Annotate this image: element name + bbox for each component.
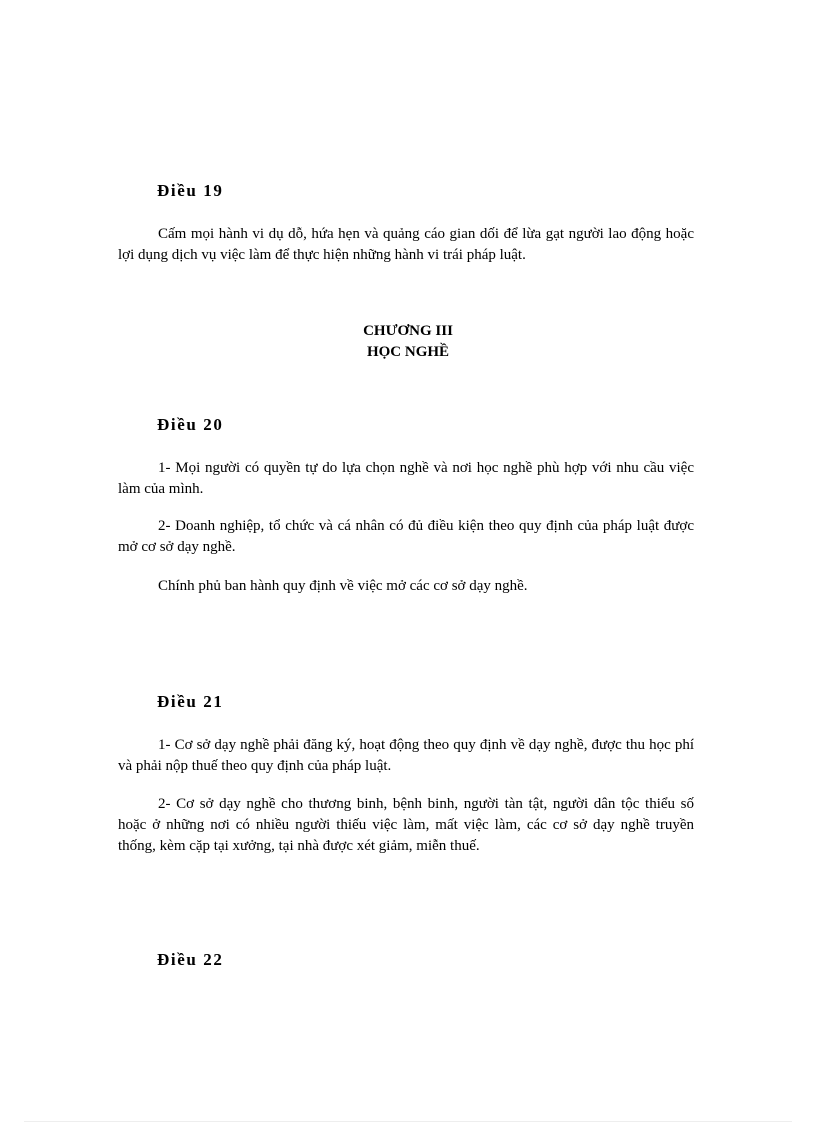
chapter-number: CHƯƠNG III bbox=[363, 323, 453, 339]
page-bottom-edge bbox=[24, 1121, 792, 1122]
article-20-heading: Điều 20 bbox=[157, 415, 224, 434]
article-20-paragraph-1: 1- Mọi người có quyền tự do lựa chọn nghề và nơi học nghề phù hợp với nhu cầu việc làm của mình. bbox=[118, 460, 694, 497]
article-20-paragraph-2: 2- Doanh nghiệp, tổ chức và cá nhân có đủ điều kiện theo quy định của pháp luật được mở cơ sở dạy nghề. bbox=[118, 518, 694, 555]
chapter-title: HỌC NGHỀ bbox=[366, 344, 450, 360]
article-19-paragraph-1: Cấm mọi hành vi dụ dỗ, hứa hẹn và quảng cáo gian dối để lừa gạt người lao động hoặc lợi dụng dịch vụ việc làm để thực hiện những hành vi trái pháp luật. bbox=[118, 226, 694, 263]
article-20-paragraph-3: Chính phủ ban hành quy định về việc mở các cơ sở dạy nghề. bbox=[158, 578, 528, 594]
article-21-paragraph-1: 1- Cơ sở dạy nghề phải đăng ký, hoạt động theo quy định về dạy nghề, được thu học phí và phải nộp thuế theo quy định của pháp luật. bbox=[118, 737, 694, 774]
article-21-heading: Điều 21 bbox=[157, 692, 224, 711]
article-19-heading: Điều 19 bbox=[157, 181, 224, 200]
article-21-paragraph-2: 2- Cơ sở dạy nghề cho thương binh, bệnh binh, người tàn tật, người dân tộc thiểu số hoặc ở những nơi có nhiều người thiếu việc làm, mất việc làm, các cơ sở dạy nghề truyền thống, kèm cặp tại xưởng, tại nhà được xét giảm, miễn thuế. bbox=[118, 796, 694, 854]
article-22-heading: Điều 22 bbox=[157, 950, 224, 969]
